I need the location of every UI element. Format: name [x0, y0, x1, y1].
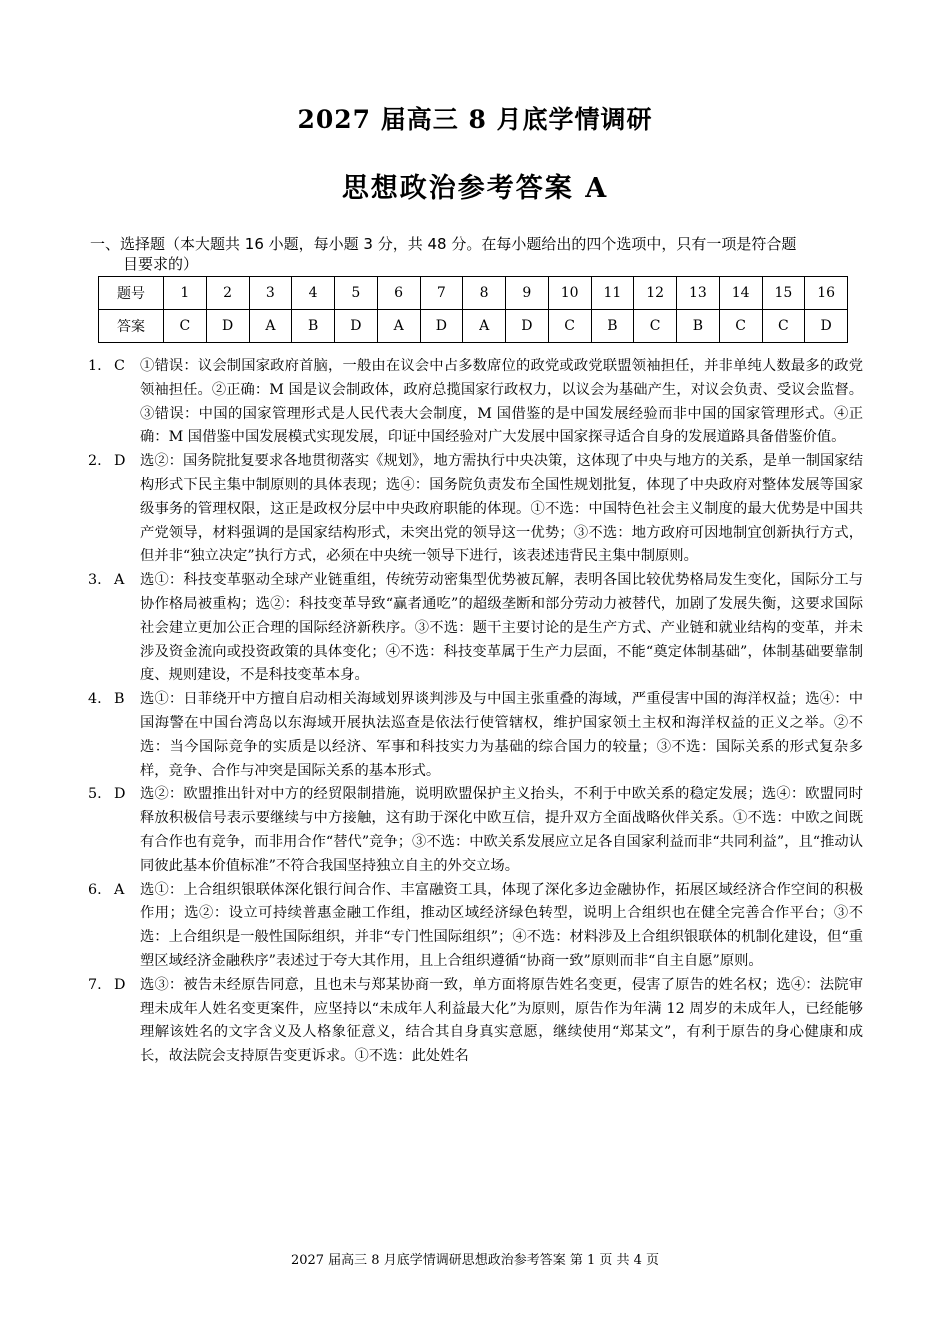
question-number: 14 — [719, 277, 762, 310]
question-number: 11 — [591, 277, 634, 310]
question-number: 3 — [249, 277, 292, 310]
question-number: 7 — [420, 277, 463, 310]
explanation-number: 6. — [88, 881, 102, 898]
explanation-item — [88, 879, 863, 974]
explanation-number: 4. — [88, 691, 102, 708]
section-heading — [90, 234, 865, 274]
document-subtitle: 思想政治参考答案 A — [341, 173, 609, 204]
answer-cell: D — [805, 310, 848, 343]
explanation-item — [88, 688, 863, 783]
question-number: 6 — [377, 277, 420, 310]
explanation-number: 3. — [88, 572, 102, 589]
answer-cell: D — [420, 310, 463, 343]
answer-cell: D — [206, 310, 249, 343]
answer-cell: C — [719, 310, 762, 343]
question-number: 16 — [805, 277, 848, 310]
answer-table — [98, 276, 848, 343]
explanation-text: 选①：上合组织银联体深化银行间合作、丰富融资工具，体现了深化多边金融协作，拓展区域经济合作空间的积极作用；选②：设立可持续普惠金融工作组，推动区域经济绿色转型，说明上合组织也在健全完善合作平台；③不选：上合组织是一般性国际组织，并非“专门性国际组织”；④不选：材料涉及上合组织银联体的机制化建设，但“重塑区域经济金融秩序”表述过于夸大其作用，且上合组织遵循“协商一致”原则而非“自主自愿”原则。 — [140, 881, 863, 969]
explanation-answer: D — [114, 786, 126, 803]
question-number: 2 — [206, 277, 249, 310]
question-number: 8 — [463, 277, 506, 310]
explanation-text: ①错误：议会制国家政府首脑，一般由在议会中占多数席位的政党或政党联盟领袖担任，并非单纯人数最多的政党领袖担任。②正确：M 国是议会制政体，政府总揽国家行政权力，以议会为基础产生，对议会负责、受议会监督。③错误：中国的国家管理形式是人民代表大会制度，M 国借鉴的是中国发展经验而非中国的国家管理形式。④正确：M 国借鉴中国发展模式实现发展，印证中国经验对广大发展中国家探寻适合自身的发展道路具备借鉴价值。 — [140, 358, 863, 446]
explanation-number: 2. — [88, 453, 102, 470]
answer-cell: A — [377, 310, 420, 343]
row-label-answer: 答案 — [99, 310, 164, 343]
explanation-answer: D — [114, 976, 126, 993]
answer-cell: A — [463, 310, 506, 343]
explanation-item — [88, 974, 863, 1069]
explanation-answer: D — [114, 453, 126, 470]
section-heading-line2: 目要求的） — [123, 255, 199, 273]
answer-table-answer-row — [99, 310, 848, 343]
section-heading-line1: 一、选择题（本大题共 16 小题，每小题 3 分，共 48 分。在每小题给出的四个选项中，只有一项是符合题 — [90, 235, 797, 253]
row-label-number: 题号 — [99, 277, 164, 310]
explanation-text: 选②：欧盟推出针对中方的经贸限制措施，说明欧盟保护主义抬头，不利于中欧关系的稳定发展；选④：欧盟同时释放积极信号表示要继续与中方接触，这有助于深化中欧互信，提升双方全面战略伙伴关系。①不选：中欧之间既有合作也有竞争，而非用合作“替代”竞争；③不选：中欧关系发展应立足各自国家利益而非“共同利益”，且“推动认同彼此基本价值标准”不符合我国坚持独立自主的外交立场。 — [140, 786, 863, 874]
answer-cell: C — [762, 310, 805, 343]
question-number: 4 — [292, 277, 335, 310]
page-footer: 2027 届高三 8 月底学情调研思想政治参考答案 第 1 页 共 4 页 — [290, 1253, 660, 1268]
explanation-item — [88, 450, 863, 569]
explanation-text: 选②：国务院批复要求各地贯彻落实《规划》，地方需执行中央决策，这体现了中央与地方的关系，是单一制国家结构形式下民主集中制原则的具体表现；选④：国务院负责发布全国性规划批复，体现了中央政府对整体发展等国家级事务的管理权限，这正是政权分层中中央政府职能的体现。①不选：中国特色社会主义制度的最大优势是中国共产党领导，材料强调的是国家结构形式，未突出党的领导这一优势；③不选：地方政府可因地制宜创新执行方式，但并非“独立决定”执行方式，必须在中央统一领导下进行，该表述违背民主集中制原则。 — [140, 453, 863, 565]
explanation-number: 1. — [88, 358, 102, 374]
explanation-list — [88, 355, 863, 1069]
explanation-text: 选①：日菲绕开中方擅自启动相关海域划界谈判涉及与中国主张重叠的海域，严重侵害中国的海洋权益；选④：中国海警在中国台湾岛以东海域开展执法巡查是依法行使管辖权，维护国家领土主权和海洋权益的正义之举。②不选：当今国际竞争的实质是以经济、军事和科技实力为基础的综合国力的较量；③不选：国际关系的形式复杂多样，竞争、合作与冲突是国际关系的基本形式。 — [140, 691, 863, 779]
explanation-answer: A — [114, 881, 125, 898]
question-number: 13 — [677, 277, 720, 310]
answer-cell: B — [677, 310, 720, 343]
answer-cell: D — [335, 310, 378, 343]
answer-cell: C — [548, 310, 591, 343]
answer-cell: C — [634, 310, 677, 343]
answer-cell: D — [506, 310, 549, 343]
question-number: 1 — [164, 277, 207, 310]
answer-cell: B — [292, 310, 335, 343]
explanation-text: 选③：被告未经原告同意，且也未与郑某协商一致，单方面将原告姓名变更，侵害了原告的姓名权；选④：法院审理未成年人姓名变更案件，应坚持以“未成年人利益最大化”为原则，原告作为年满 12 周岁的未成年人，已经能够理解该姓名的文字含义及人格象征意义，结合其自身真实意愿，继续使用“郑某文”，有利于原告的身心健康和成长，故法院会支持原告变更诉求。①不选：此处姓名 — [140, 976, 863, 1065]
answer-cell: B — [591, 310, 634, 343]
answer-table-number-row — [99, 277, 848, 310]
explanation-item — [88, 355, 863, 450]
explanation-text: 选①：科技变革驱动全球产业链重组，传统劳动密集型优势被瓦解，表明各国比较优势格局发生变化，国际分工与协作格局被重构；选②：科技变革导致“赢者通吃”的超级垄断和部分劳动力被替代，加剧了发展失衡，这要求国际社会建立更加公正合理的国际经济新秩序。③不选：题干主要讨论的是生产方式、产业链和就业结构的变革，并未涉及资金流向或投资政策的具体变化；④不选：科技变革属于生产力层面，不能“奠定体制基础”，体制基础要靠制度、规则建设，不是科技变革本身。 — [140, 572, 863, 684]
question-number: 9 — [506, 277, 549, 310]
answer-cell: C — [164, 310, 207, 343]
explanation-number: 5. — [88, 786, 102, 803]
answer-cell: A — [249, 310, 292, 343]
question-number: 15 — [762, 277, 805, 310]
document-title: 2027 届高三 8 月底学情调研 — [297, 105, 653, 134]
question-number: 5 — [335, 277, 378, 310]
question-number: 12 — [634, 277, 677, 310]
explanation-answer: A — [114, 572, 125, 589]
explanation-number: 7. — [88, 976, 102, 993]
explanation-answer: B — [114, 691, 125, 708]
explanation-item — [88, 569, 863, 688]
question-number: 10 — [548, 277, 591, 310]
explanation-answer: C — [114, 358, 125, 374]
explanation-item — [88, 783, 863, 878]
